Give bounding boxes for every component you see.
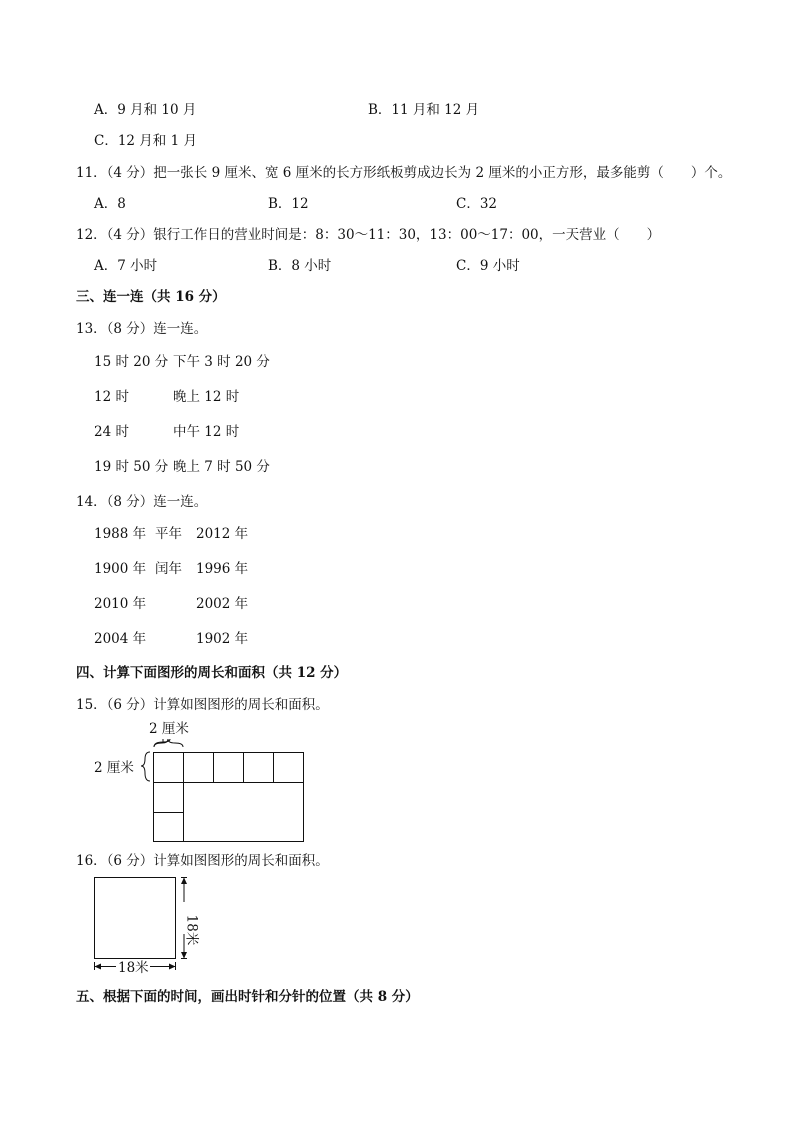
q15-left-brace: [141, 752, 150, 781]
q14-row2-right: 1996 年: [196, 561, 249, 577]
q14-row3-right: 2002 年: [196, 596, 249, 612]
q13-stem: 13．（8 分）连一连。: [76, 321, 208, 337]
q16-arrow-right: [169, 964, 176, 970]
q13-row1-right: 下午 3 时 20 分: [173, 354, 270, 370]
q13-row3-left: 24 时: [94, 424, 129, 440]
q14-row1-right: 2012 年: [196, 526, 249, 542]
q15-outer-rectangle: [154, 753, 304, 842]
q16-arrow-up: [181, 878, 187, 885]
q15-grid-figure: [140, 736, 310, 846]
q11-option-b: B．12: [268, 196, 309, 212]
q14-stem: 14．（8 分）连一连。: [76, 494, 208, 510]
q13-row2-left: 12 时: [94, 389, 129, 405]
q16-label-bottom: 18米: [118, 960, 149, 976]
q13-row2-right: 晚上 12 时: [173, 389, 240, 405]
q14-row1-left: 1988 年: [94, 526, 147, 542]
section5-title: 五、根据下面的时间，画出时针和分针的位置（共 8 分）: [76, 989, 419, 1005]
q12-stem: 12．（4 分）银行工作日的营业时间是：8：30～11：30，13：00～17：00，一天营业（ ）: [76, 227, 661, 243]
q11-stem: 11．（4 分）把一张长 9 厘米、宽 6 厘米的长方形纸板剪成边长为 2 厘米的小正方形，最多能剪（ ）个。: [76, 165, 732, 181]
q16-label-side: 18米: [183, 914, 200, 946]
q10-option-b: B．11 月和 12 月: [368, 102, 480, 118]
q14-row2-left: 1900 年: [94, 561, 147, 577]
section3-title: 三、连一连（共 16 分）: [76, 289, 226, 305]
q15-label-top: 2 厘米: [149, 721, 189, 737]
q16-square: [95, 878, 176, 959]
section4-title: 四、计算下面图形的周长和面积（共 12 分）: [76, 665, 348, 681]
q10-option-a: A．9 月和 10 月: [94, 102, 197, 118]
q11-option-c: C．32: [456, 196, 498, 212]
q13-row4-left: 19 时 50 分: [94, 459, 169, 475]
q14-row2-mid: 闰年: [155, 561, 182, 577]
q14-row3-left: 2010 年: [94, 596, 147, 612]
q12-option-b: B．8 小时: [268, 258, 332, 274]
q14-row1-mid: 平年: [155, 526, 182, 542]
q14-row4-right: 1902 年: [196, 631, 249, 647]
q12-option-c: C．9 小时: [456, 258, 520, 274]
q16-stem: 16．（6 分）计算如图图形的周长和面积。: [76, 853, 329, 869]
q15-top-brace-shape: [154, 739, 183, 747]
q14-row4-left: 2004 年: [94, 631, 147, 647]
q13-row4-right: 晚上 7 时 50 分: [173, 459, 270, 475]
q15-stem: 15．（6 分）计算如图图形的周长和面积。: [76, 697, 329, 713]
q13-row3-right: 中午 12 时: [173, 424, 240, 440]
q13-row1-left: 15 时 20 分: [94, 354, 169, 370]
q11-option-a: A．8: [94, 196, 126, 212]
q12-option-a: A．7 小时: [94, 258, 158, 274]
q16-arrow-left: [95, 964, 102, 970]
q16-arrow-down: [181, 952, 187, 959]
q15-label-left: 2 厘米: [94, 760, 134, 776]
q10-option-c: C．12 月和 1 月: [94, 133, 197, 149]
